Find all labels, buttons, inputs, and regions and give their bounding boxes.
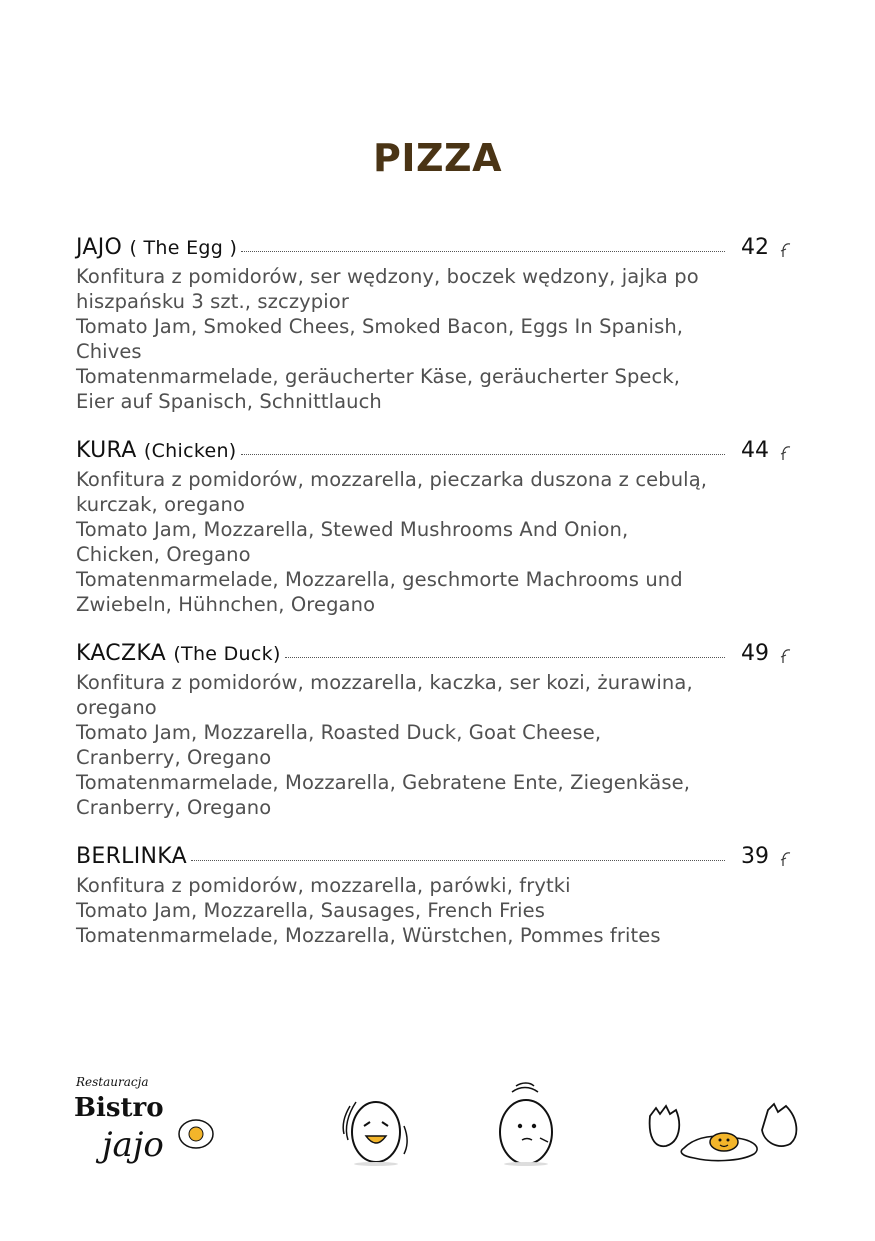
dot-leader — [191, 860, 725, 861]
menu-item-header — [76, 640, 801, 670]
menu-item — [76, 843, 801, 948]
zloty-currency-icon — [779, 441, 793, 461]
bistro-jajo-logo — [72, 1068, 222, 1168]
svg-text:Bistro: Bistro — [74, 1093, 164, 1123]
menu-item-name: KACZKA (The Duck) — [76, 641, 281, 666]
menu-item-name-en: ( The Egg ) — [129, 237, 238, 259]
menu-item-name: BERLINKA — [76, 844, 187, 869]
svg-text:Restauracja: Restauracja — [76, 1075, 149, 1089]
menu-item-name-en: (Chicken) — [143, 440, 237, 462]
cracked-egg-icon — [636, 1100, 802, 1168]
zloty-currency-icon — [779, 847, 793, 867]
menu-item-header — [76, 234, 801, 264]
menu-item-price: 49 — [731, 640, 801, 666]
zloty-currency-icon — [779, 644, 793, 664]
menu-item-price: 39 — [731, 843, 801, 869]
menu-item-name: JAJO ( The Egg ) — [76, 235, 238, 260]
zloty-currency-icon — [779, 238, 793, 258]
menu-item-description: Konfitura z pomidorów, mozzarella, kaczka, ser kozi, żurawina, oregano Tomato Jam, Mozzarella, Roasted Duck, Goat Cheese, Cranberry, Oregano Tomatenmarmelade, Mozzarella, Gebratene Ente, Ziegenkäse, Cranberry, Oregano — [76, 671, 693, 819]
page-title: PIZZA — [372, 136, 502, 180]
menu-item — [76, 437, 801, 617]
menu-item-price: 42 — [731, 234, 801, 260]
menu-item-price: 44 — [731, 437, 801, 463]
dot-leader — [285, 657, 725, 658]
menu-item-header — [76, 437, 801, 467]
menu-list — [76, 234, 801, 971]
menu-item-description: Konfitura z pomidorów, mozzarella, pieczarka duszona z cebulą, kurczak, oregano Tomato Jam, Mozzarella, Stewed Mushrooms And Onion, Chicken, Oregano Tomatenmarmelade, Mozzarella, geschmorte Machrooms und Zwiebeln, Hühnchen, Oregano — [76, 468, 708, 616]
menu-item — [76, 640, 801, 820]
svg-text:jajo: jajo — [102, 1125, 164, 1165]
footer-illustrations — [72, 1068, 807, 1178]
dot-leader — [241, 251, 725, 252]
menu-item — [76, 234, 801, 414]
menu-item-description: Konfitura z pomidorów, ser wędzony, boczek wędzony, jajka po hiszpańsku 3 szt., szczypior Tomato Jam, Smoked Chees, Smoked Bacon, Eggs In Spanish, Chives Tomatenmarmelade, geräucherter Käse, geräucherter Speck, Eier auf Spanisch, Schnittlauch — [76, 265, 699, 413]
dot-leader — [241, 454, 725, 455]
menu-item-description: Konfitura z pomidorów, mozzarella, parówki, frytki Tomato Jam, Mozzarella, Sausages, French Fries Tomatenmarmelade, Mozzarella, Würstchen, Pommes frites — [76, 874, 661, 947]
confused-egg-icon — [492, 1082, 564, 1166]
menu-item-header — [76, 843, 801, 873]
menu-item-name: KURA (Chicken) — [76, 438, 237, 463]
menu-item-name-en: (The Duck) — [173, 643, 281, 665]
laughing-egg-icon — [334, 1082, 420, 1166]
